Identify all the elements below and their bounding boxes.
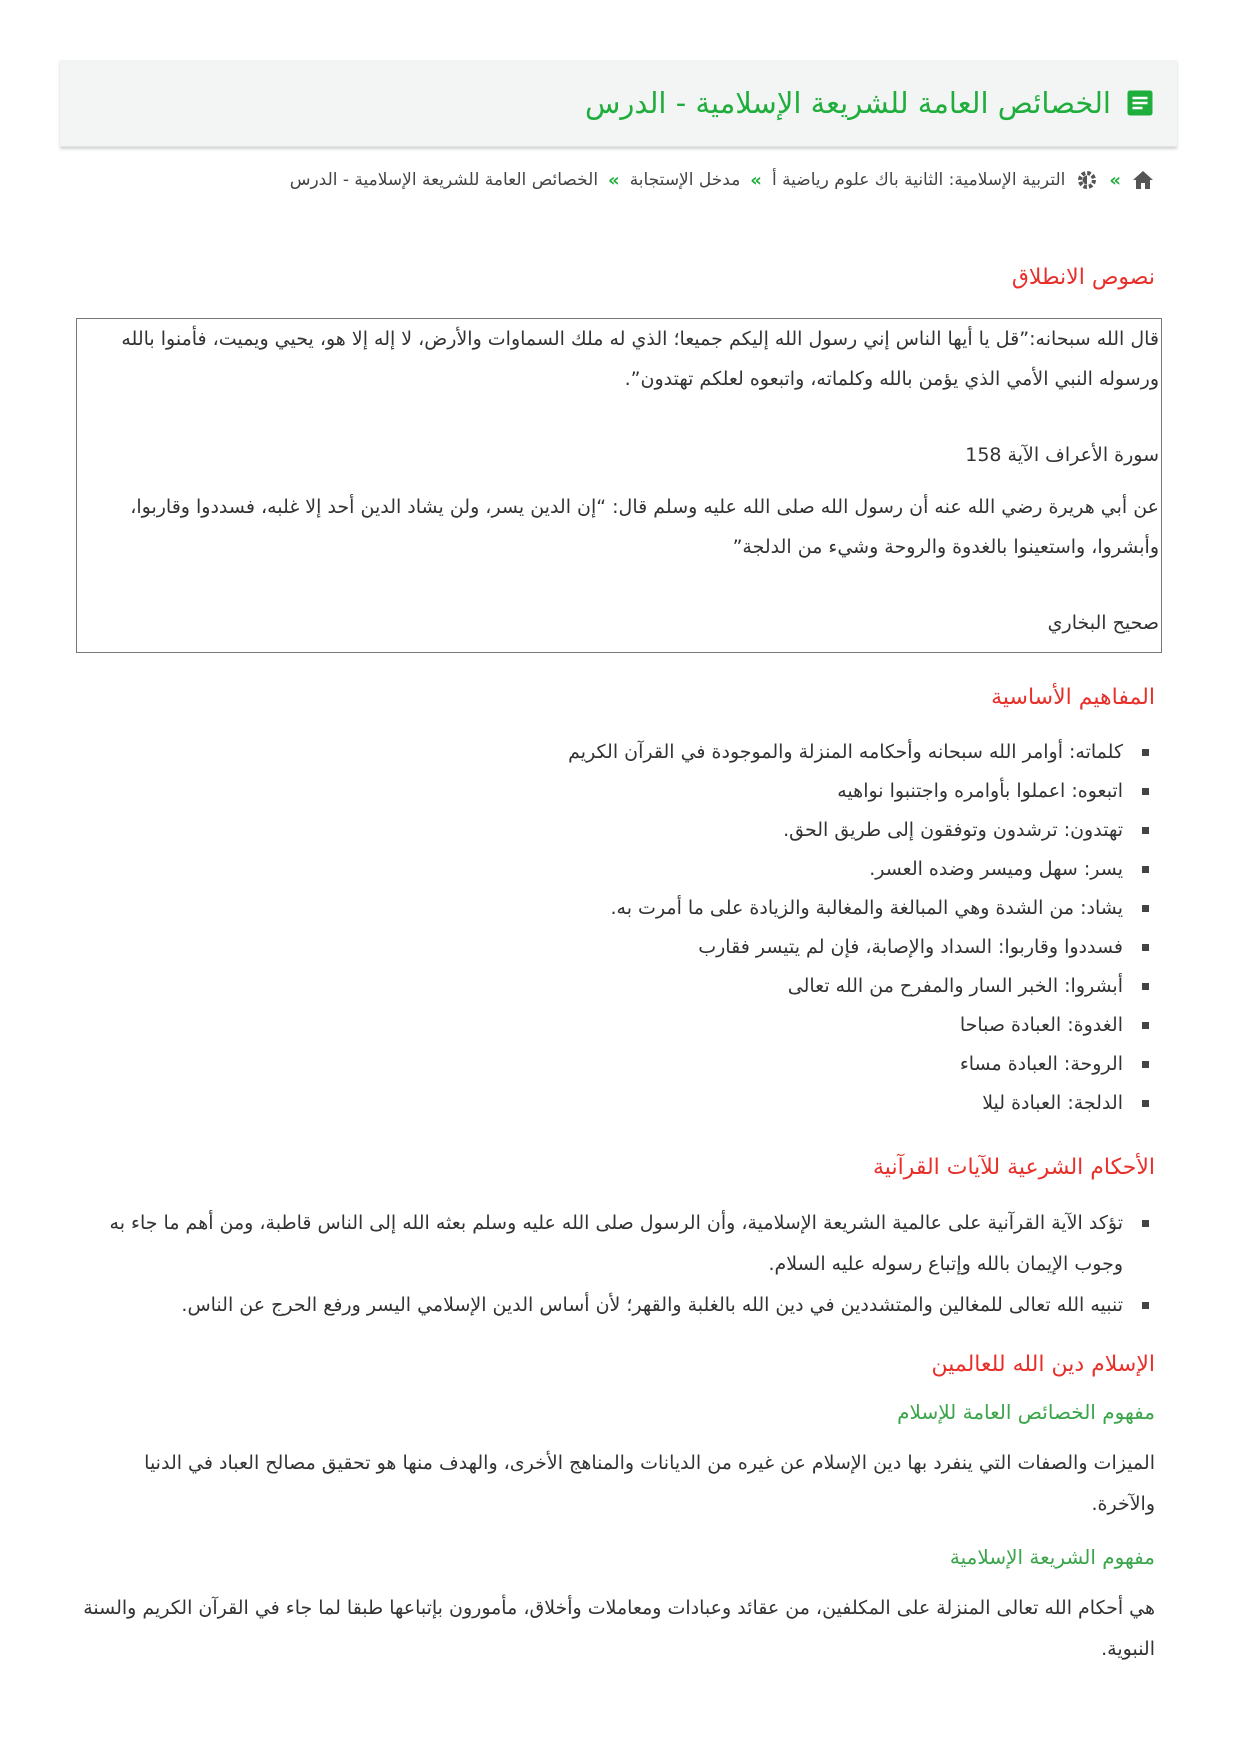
section-title-islam: الإسلام دين الله للعالمين <box>931 1352 1155 1377</box>
concept-text: كلماته: أوامر الله سبحانه وأحكامه المنزلة والموجودة في القرآن الكريم <box>568 741 1123 763</box>
bullet <box>1142 905 1149 912</box>
gear-icon[interactable] <box>1075 168 1099 192</box>
starting-texts-box <box>76 318 1162 653</box>
concept-text: الدلجة: العبادة ليلا <box>982 1092 1123 1114</box>
list-item <box>78 928 1155 967</box>
page-title: الخصائص العامة للشريعة الإسلامية - الدرس <box>584 86 1111 120</box>
paragraph: هي أحكام الله تعالى المنزلة على المكلفين، من عقائد وعبادات ومعاملات وأخلاق، مأمورون بإتباعها طبقا لما جاء في القرآن الكريم والسنة النبوية. <box>83 1597 1155 1660</box>
concept-text: الروحة: العبادة مساء <box>959 1053 1123 1075</box>
bullet <box>1142 749 1149 756</box>
breadcrumb-item-current: الخصائص العامة للشريعة الإسلامية - الدرس <box>289 170 599 190</box>
breadcrumb-separator: » <box>1109 169 1121 191</box>
concept-text: تهتدون: ترشدون وتوفقون إلى طريق الحق. <box>783 819 1123 841</box>
hadith-reference: صحيح البخاري <box>1047 612 1159 634</box>
bullet <box>1142 827 1149 834</box>
concept-text: فسددوا وقاربوا: السداد والإصابة، فإن لم يتيسر فقارب <box>698 936 1123 958</box>
bullet <box>1142 944 1149 951</box>
breadcrumb-item-course[interactable]: التربية الإسلامية: الثانية باك علوم رياضية أ <box>771 170 1066 190</box>
concept-text: اتبعوه: اعملوا بأوامره واجتنبوا نواهيه <box>837 780 1123 802</box>
breadcrumb-item-unit[interactable]: مدخل الإستجابة <box>629 170 741 190</box>
verse-reference: سورة الأعراف الآية 158 <box>965 444 1159 466</box>
concepts-list <box>78 733 1155 1123</box>
list-item <box>78 1203 1155 1285</box>
list-item <box>78 850 1155 889</box>
list-item <box>78 1045 1155 1084</box>
bullet <box>1142 1022 1149 1029</box>
rulings-list <box>78 1203 1155 1326</box>
breadcrumb-separator: » <box>608 169 620 191</box>
list-item <box>78 1285 1155 1326</box>
concept-text: يسر: سهل وميسر وضده العسر. <box>869 858 1123 880</box>
list-item <box>78 1084 1155 1123</box>
list-item <box>78 967 1155 1006</box>
concept-text: أبشروا: الخبر السار والمفرح من الله تعالى <box>787 975 1123 997</box>
section-title-rulings: الأحكام الشرعية للآيات القرآنية <box>873 1155 1155 1180</box>
list-item <box>78 772 1155 811</box>
bullet <box>1142 1220 1149 1227</box>
section-title-starting-texts: نصوص الانطلاق <box>1011 265 1155 290</box>
bullet <box>1142 983 1149 990</box>
list-item <box>78 889 1155 928</box>
paragraph: الميزات والصفات التي ينفرد بها دين الإسلام عن غيره من الديانات والمناهج الأخرى، والهدف منها هو تحقيق مصالح العباد في الدنيا والآخرة. <box>144 1452 1155 1515</box>
bullet <box>1142 788 1149 795</box>
breadcrumb-separator: » <box>750 169 762 191</box>
concept-text: الغدوة: العبادة صباحا <box>959 1014 1123 1036</box>
sharia-text <box>78 1588 1155 1670</box>
bullet <box>1142 1061 1149 1068</box>
hadith-text: عن أبي هريرة رضي الله عنه أن رسول الله صلى الله عليه وسلم قال: “إن الدين يسر، ولن يشاد الدين أحد إلا غلبه، فسددوا وقاربوا، وأبشروا، واستعينوا بالغدوة والروحة وشيء من الدلجة” <box>130 496 1159 558</box>
bullet <box>1142 1302 1149 1309</box>
list-item <box>78 1006 1155 1045</box>
document-icon <box>1125 88 1155 118</box>
subtitle-general-characteristics: مفهوم الخصائص العامة للإسلام <box>897 1400 1155 1424</box>
subtitle-sharia: مفهوم الشريعة الإسلامية <box>949 1545 1155 1569</box>
section-title-basic-concepts: المفاهيم الأساسية <box>991 685 1155 710</box>
quran-verse: قال الله سبحانه:”قل يا أيها الناس إني رسول الله إليكم جميعا؛ الذي له ملك السماوات والأرض، لا إله إلا هو، يحيي ويميت، فأمنوا بالله ورسوله النبي الأمي الذي يؤمن بالله وكلماته، واتبعوه لعلكم تهتدون”. <box>121 328 1159 390</box>
bullet <box>1142 866 1149 873</box>
general-characteristics-text <box>78 1443 1155 1525</box>
page-header <box>60 60 1177 147</box>
ruling-text: تنبيه الله تعالى للمغالين والمتشددين في دين الله بالغلبة والقهر؛ لأن أساس الدين الإسلامي اليسر ورفع الحرج عن الناس. <box>181 1294 1123 1316</box>
list-item <box>78 811 1155 850</box>
concept-text: يشاد: من الشدة وهي المبالغة والمغالبة والزيادة على ما أمرت به. <box>610 897 1123 919</box>
breadcrumb <box>290 168 1155 192</box>
ruling-text: تؤكد الآية القرآنية على عالمية الشريعة الإسلامية، وأن الرسول صلى الله عليه وسلم بعثه الله إلى الناس قاطبة، ومن أهم ما جاء به وجوب الإيمان بالله وإتباع رسوله عليه السلام. <box>109 1212 1123 1275</box>
bullet <box>1142 1100 1149 1107</box>
list-item <box>78 733 1155 772</box>
home-icon[interactable] <box>1131 168 1155 192</box>
